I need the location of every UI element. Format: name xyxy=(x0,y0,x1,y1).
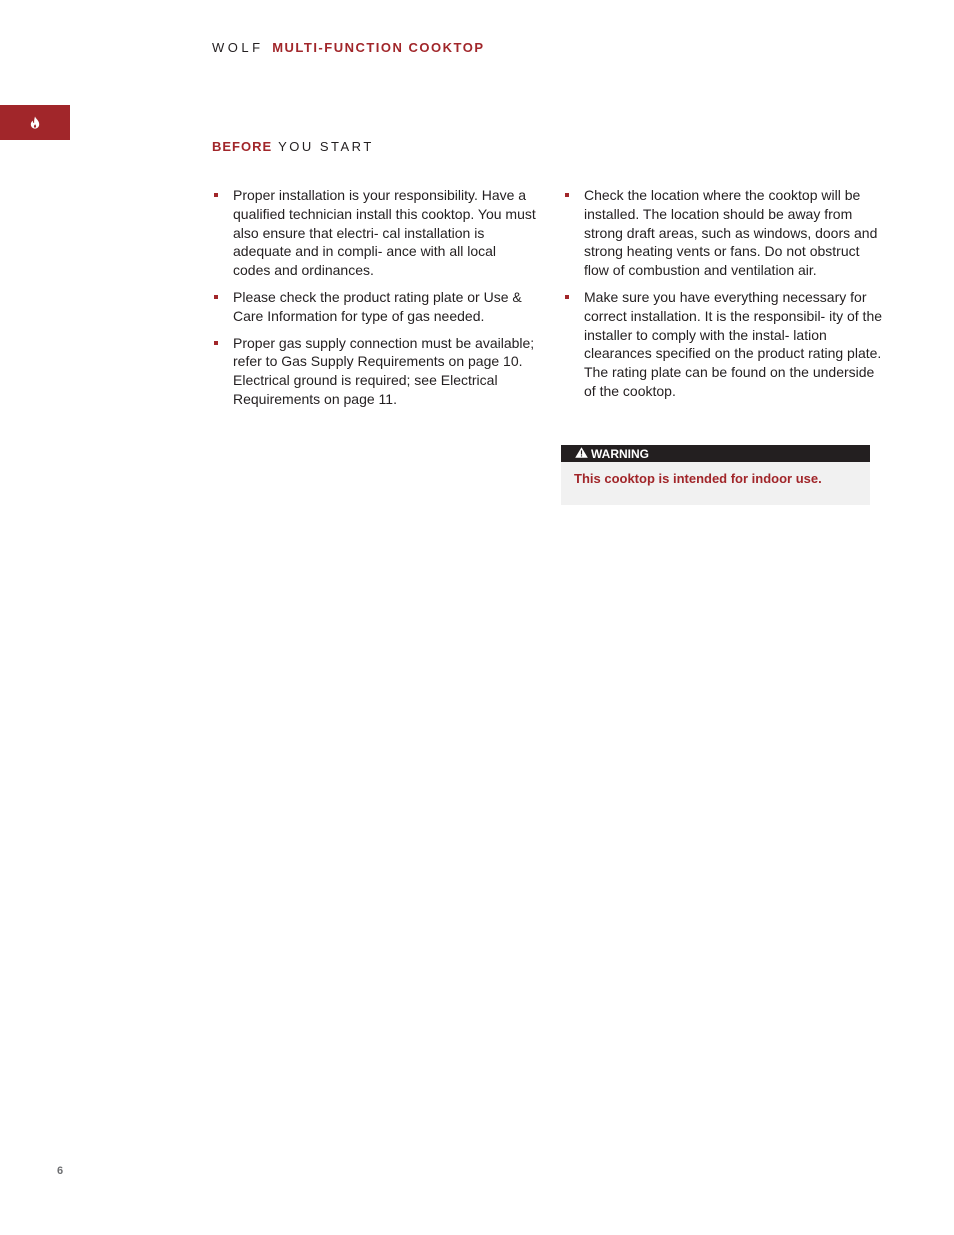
list-item-text: Please check the product rating plate or Use & Care Information for type of gas needed. xyxy=(233,288,522,324)
list-item xyxy=(563,186,888,280)
left-column xyxy=(212,186,537,417)
warning-triangle-icon xyxy=(575,447,591,461)
bullet-square-icon xyxy=(565,193,569,197)
section-heading xyxy=(212,139,374,154)
list-item xyxy=(212,186,537,280)
bullet-square-icon xyxy=(214,341,218,345)
brand-name: WOLF xyxy=(212,40,264,55)
running-header xyxy=(212,40,485,55)
right-column xyxy=(563,186,888,409)
bullet-square-icon xyxy=(565,295,569,299)
bullet-square-icon xyxy=(214,193,218,197)
list-item xyxy=(212,288,537,326)
warning-label: WARNING xyxy=(591,446,649,461)
list-item-text: Proper gas supply connection must be available; refer to Gas Supply Requirements on page 10. Electrical ground is required; see Electrical Requirements on page 11. xyxy=(233,334,535,407)
warning-message: This cooktop is intended for indoor use. xyxy=(574,471,822,486)
bullet-square-icon xyxy=(214,295,218,299)
right-bullet-list xyxy=(563,186,888,401)
list-item-text: Check the location where the cooktop will be installed. The location should be away from strong draft areas, such as windows, doors and strong heating vents or fans. Do not obstruct flow of combustion and ventilation air. xyxy=(584,187,878,279)
list-item xyxy=(563,288,888,401)
section-heading-emphasis: BEFORE xyxy=(212,139,273,154)
list-item-text: Make sure you have everything necessary for correct installation. It is the responsibil- ity of the installer to comply with the instal- lation clearances specified on the product rating plate. The rating plate can be found on the underside of the cooktop. xyxy=(584,288,883,399)
warning-box xyxy=(561,445,870,505)
section-tab xyxy=(0,105,70,140)
list-item xyxy=(212,334,537,409)
section-heading-rest: YOU START xyxy=(278,139,374,154)
left-bullet-list xyxy=(212,186,537,409)
list-item-text: Proper installation is your responsibility. Have a qualified technician install this cooktop. You must also ensure that electri- cal installation is adequate and in compli- ance with all local codes and ordinances. xyxy=(233,187,536,279)
product-name: MULTI-FUNCTION COOKTOP xyxy=(272,40,485,55)
page-number: 6 xyxy=(57,1165,64,1177)
warning-header xyxy=(561,445,870,462)
flame-icon xyxy=(30,116,40,129)
